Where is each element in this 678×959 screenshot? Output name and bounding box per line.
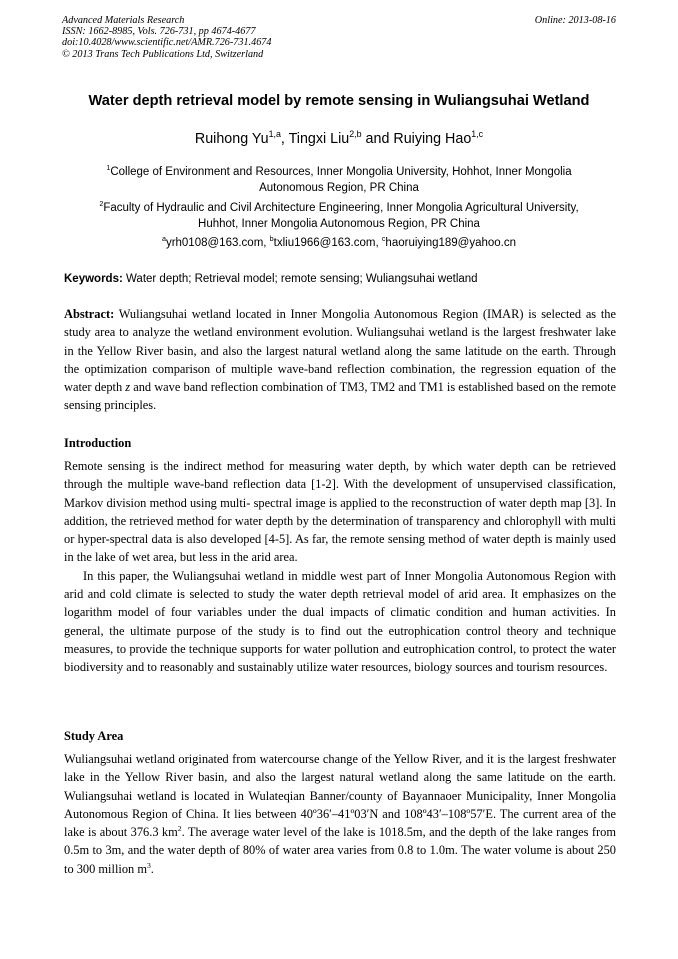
author-affiliation-mark: 1,a <box>268 129 281 140</box>
issn-line: ISSN: 1662-8985, Vols. 726-731, pp 4674-4677 <box>62 26 256 38</box>
author-separator: and <box>361 131 394 147</box>
author-line <box>0 131 678 147</box>
keywords <box>64 273 616 285</box>
journal-name: Advanced Materials Research <box>62 15 185 26</box>
paragraph-text: Wuliangsuhai wetland originated from watercourse change of the Yellow River, and it is the largest freshwater lake in the Yellow River basin, and also the largest natural wetland along the same latitude on the earth. Wuliangsuhai wetland is located in Wulateqian Banner/county of Bayannaoer Municipality, Inner Mongolia Autonomous Region of China. It lies between 40º36′–41º03′N and 108º43′–108º57′E. The current area of the lake is about 376.3 km <box>64 752 616 840</box>
author-separator: , <box>280 131 289 147</box>
study-area-body <box>64 750 616 878</box>
affiliation-mark: 1 <box>106 164 111 173</box>
copyright-line: © 2013 Trans Tech Publications Ltd, Switzerland <box>62 48 264 60</box>
paragraph-text: . The average water level of the lake is 1018.5m, and the depth of the lake ranges from 0.5m to 3m, and the water depth of 80% of water area varies from 0.8 to 1.0m. The water volume is about 250 to 300 million m <box>64 825 616 876</box>
author-affiliation-mark: 1,c <box>471 129 484 140</box>
author-name: Ruihong Yu <box>194 131 269 147</box>
superscript: 2 <box>177 824 182 834</box>
section-heading-introduction: Introduction <box>64 436 132 450</box>
keywords-label: Keywords: <box>64 273 123 285</box>
affiliation-line: College of Environment and Resources, Inner Mongolia University, Hohhot, Inner Mongolia <box>110 166 572 178</box>
affiliation-line: Autonomous Region, PR China <box>259 181 419 194</box>
author-name: Ruiying Hao <box>393 131 472 147</box>
affiliation-mark: 2 <box>99 200 104 209</box>
author-name: Tingxi Liu <box>288 131 350 147</box>
paragraph: In this paper, the Wuliangsuhai wetland in middle west part of Inner Mongolia Autonomous Region with arid and cold climate is selected to study the water depth retrieval model of arid area. It emphasizes on the logarithm model of four variables under the dual impacts of climatic condition and human activities. In general, the ultimate purpose of the study is to find out the eutrophication control theory and technique measures, to provide the technique supports for water pollution and eutrophication control, to protect the water biodiversity and to reasonably and sustainably utilize water resources, biology sources and tourism resources. <box>64 568 616 675</box>
email-mark: a <box>161 235 166 244</box>
section-heading-study-area: Study Area <box>64 729 124 743</box>
author-affiliation-mark: 2,b <box>349 129 362 140</box>
abstract <box>64 305 616 415</box>
paper-title: Water depth retrieval model by remote sensing in Wuliangsuhai Wetland <box>88 93 590 109</box>
email-link[interactable]: haoruiying189@yahoo.cn <box>385 237 517 249</box>
abstract-text: Wuliangsuhai wetland located in Inner Mongolia Autonomous Region (IMAR) is selected as the study area to analyze the wetland environment evolution. Wuliangsuhai wetland is the largest freshwater lake in the Yellow River basin, and also the largest natural wetland along the same latitude on the earth. Through the optimization comparison of multiple wave-band reflection combination, the regression equation of the water depth <box>64 307 616 395</box>
email-mark: b <box>269 235 274 244</box>
doi-line: doi:10.4028/www.scientific.net/AMR.726-731.4674 <box>62 37 272 49</box>
abstract-label: Abstract: <box>64 307 115 321</box>
keywords-text: Water depth; Retrieval model; remote sensing; Wuliangsuhai wetland <box>122 273 478 285</box>
affiliation <box>64 165 614 196</box>
paragraph-text: . <box>150 861 154 876</box>
abstract-text: and wave band reflection combination of TM3, TM2 and TM1 is established based on the remote sensing principles. <box>64 380 616 413</box>
affiliation-line: Faculty of Hydraulic and Civil Architecture Engineering, Inner Mongolia Agricultural University, <box>103 202 579 214</box>
paragraph <box>64 750 616 878</box>
paragraph: Remote sensing is the indirect method for measuring water depth, by which water depth can be retrieved through the multiple wave-band reflection data [1-2]. With the development of unsupervised classification, Markov division method using multi- spectral image is applied to the reconstruction of water depth map [3]. In addition, the retrieved method for water depth by the determination of transparency and chlorophyll with multi or hyper-spectral data is also developed [4-5]. As far, the remote sensing method of water depth is mainly used in the lake of wet area, but less in the arid area. <box>64 459 616 565</box>
journal-header <box>62 15 271 60</box>
online-date: Online: 2013-08-16 <box>534 15 616 26</box>
abstract-variable: z <box>125 380 131 395</box>
email-link[interactable]: txliu1966@163.com, <box>273 237 382 249</box>
email-link[interactable]: yrh0108@163.com, <box>165 237 270 249</box>
email-line <box>0 237 678 249</box>
affiliation-line: Huhhot, Inner Mongolia Autonomous Region, PR China <box>198 217 480 230</box>
superscript: 3 <box>146 860 151 870</box>
email-mark: c <box>381 235 386 244</box>
affiliation <box>64 201 614 232</box>
introduction-body <box>64 457 616 677</box>
